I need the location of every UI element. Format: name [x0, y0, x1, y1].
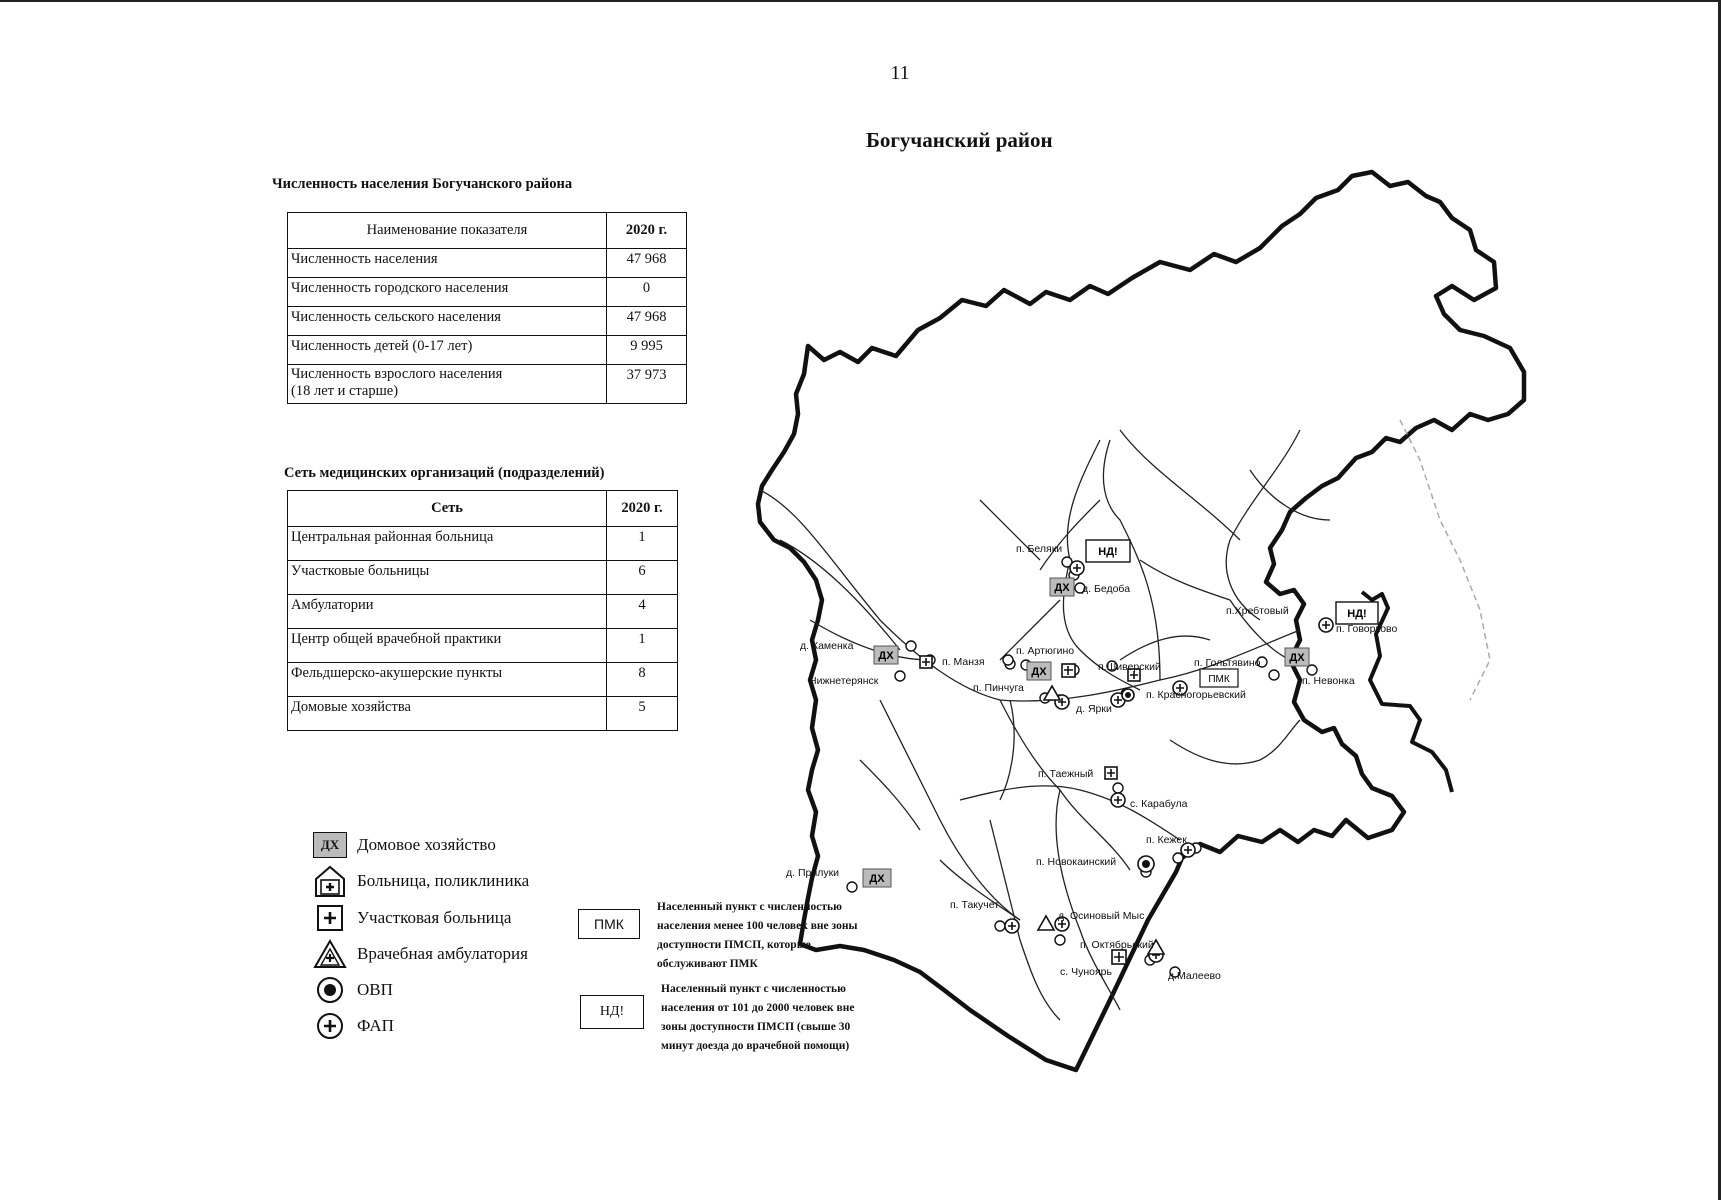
row-name: Фельдшерско-акушерские пункты: [288, 663, 607, 697]
pmk-marker: [1200, 669, 1238, 687]
settlement-label: п.Шиверский: [1098, 661, 1161, 673]
row-value: 5: [607, 697, 678, 731]
settlement-dot: [1113, 783, 1123, 793]
row-value: 4: [607, 595, 678, 629]
household-label: ДХ: [1031, 666, 1047, 678]
settlement-label: Нижнетерянск: [809, 675, 879, 687]
household-marker: [1285, 648, 1309, 666]
household-markers: [863, 578, 1309, 887]
ovp-target-icon: [1138, 856, 1154, 872]
settlement-label: п. Гольтявино: [1194, 657, 1261, 669]
row-value: 1: [607, 527, 678, 561]
settlement-label: п. Новокаинский: [1036, 856, 1117, 868]
settlement-label: д. Ярки: [1076, 703, 1112, 715]
row-value: 8: [607, 663, 678, 697]
household-marker: [863, 869, 891, 887]
row-name: Центр общей врачебной практики: [288, 629, 607, 663]
note-line: населения от 101 до 2000 человек вне: [661, 1002, 855, 1014]
header-year: 2020 г.: [607, 491, 678, 527]
fap-circle-plus-icon: [1111, 793, 1125, 807]
pmk-legend-symbol: ПМК: [578, 909, 640, 939]
row-value: 1: [607, 629, 678, 663]
settlement-dot: [1173, 853, 1183, 863]
nd-label: НД!: [1098, 546, 1118, 558]
row-name: Центральная районная больница: [288, 527, 607, 561]
settlement-label: д. Каменка: [800, 640, 854, 652]
settlement-label: с. Чуноярь: [1060, 966, 1112, 978]
external-border: [1400, 420, 1490, 700]
settlement-label: д. Прилуки: [786, 867, 840, 879]
nd-label: НД!: [1347, 608, 1367, 620]
note-line: доступности ПМСП, которые: [657, 939, 811, 951]
row-name: Численность населения: [288, 249, 607, 278]
settlement-labels: [786, 543, 1397, 982]
nd-legend-symbol: НД!: [580, 995, 644, 1029]
header-indicator: Наименование показателя: [288, 213, 607, 249]
settlement-dot: [895, 671, 905, 681]
legend-label: ОВП: [357, 980, 393, 999]
population-caption: Численность населения Богучанского района: [272, 176, 573, 192]
row-name: Численность детей (0-17 лет): [288, 336, 607, 365]
settlement-label: д. Бедоба: [1082, 583, 1131, 595]
house-household-box-icon: ДХ: [313, 830, 347, 860]
household-marker: [874, 646, 898, 664]
household-label: ДХ: [1289, 652, 1305, 664]
district-title: Богучанский район: [866, 128, 1053, 152]
settlement-dot: [1269, 670, 1279, 680]
settlement-dot: [1003, 655, 1013, 665]
household-label: ДХ: [869, 873, 885, 885]
row-name-line1: Численность взрослого населения: [291, 366, 503, 382]
row-value: 9 995: [607, 336, 687, 365]
row-value: 47 968: [607, 249, 687, 278]
row-value: 6: [607, 561, 678, 595]
settlement-dot: [847, 882, 857, 892]
settlement-label: п. Такучет: [950, 899, 1000, 911]
row-name-line2: (18 лет и старше): [291, 383, 399, 399]
row-name: Численность городского населения: [288, 278, 607, 307]
legend-label: Врачебная амбулатория: [357, 944, 528, 963]
settlement-dot: [906, 641, 916, 651]
settlement-label: д.Малеево: [1168, 970, 1221, 982]
legend-label: ФАП: [357, 1016, 394, 1035]
settlement-label: п. Говорково: [1336, 623, 1398, 635]
ovp-target-icon: [1122, 689, 1134, 701]
row-name: Амбулатории: [288, 595, 607, 629]
row-value: 47 968: [607, 307, 687, 336]
fap-circle-plus-icon: [1005, 919, 1019, 933]
settlement-label: п. Артюгино: [1016, 645, 1075, 657]
note-line: Населенный пункт с численностью: [661, 983, 846, 995]
settlement-dot: [995, 921, 1005, 931]
pmk-label: ПМК: [1208, 674, 1230, 685]
fap-circle-plus-icon: [1319, 618, 1333, 632]
note-line: минут доезда до врачебной помощи): [661, 1040, 850, 1052]
settlement-dot: [1055, 935, 1065, 945]
settlement-label: п. Пинчуга: [973, 682, 1024, 694]
settlement-label: п. Октябрьский: [1080, 939, 1154, 951]
network-caption: Сеть медицинских организаций (подразделений): [284, 465, 605, 481]
district-boundary: [758, 172, 1524, 1070]
page-number: 11: [890, 62, 910, 84]
district-hospital-cross-icon: [1062, 664, 1075, 677]
settlement-label: д. Осиновый Мыс: [1058, 910, 1145, 922]
legend-label: Больница, поликлиника: [357, 871, 530, 890]
district-hospital-cross-icon: [920, 656, 932, 668]
note-line: Населенный пункт с численностью: [657, 901, 842, 913]
fap-circle-plus-icon: [1070, 561, 1084, 575]
river-network: [760, 430, 1330, 1020]
settlement-label: п. Красногорьевский: [1146, 689, 1246, 701]
note-line: зоны доступности ПМСП (свыше 30: [661, 1021, 851, 1033]
row-name: Домовые хозяйства: [288, 697, 607, 731]
nd-marker: [1086, 540, 1130, 562]
household-label: ДХ: [1054, 582, 1070, 594]
settlement-label: п. Беляки: [1016, 543, 1063, 555]
household-marker: [1027, 662, 1051, 680]
legend-label: Участковая больница: [357, 908, 512, 927]
settlement-label: п. Кежек: [1146, 834, 1187, 846]
header-year: 2020 г.: [607, 213, 687, 249]
settlement-label: п. Невонка: [1302, 675, 1355, 687]
row-name: Численность сельского населения: [288, 307, 607, 336]
settlement-label: п.Хребтовый: [1226, 605, 1289, 617]
district-hospital-cross-icon: [1105, 767, 1117, 779]
row-value: 37 973: [607, 365, 687, 404]
note-line: обслуживают ПМК: [657, 958, 758, 970]
settlement-label: п. Манзя: [942, 656, 985, 668]
district-hospital-cross-icon: [1112, 950, 1126, 964]
ambulatory-triangle-icon: [1038, 916, 1054, 930]
row-name: Участковые больницы: [288, 561, 607, 595]
fap-markers: [1005, 561, 1333, 962]
note-line: населения менее 100 человек вне зоны: [657, 920, 858, 932]
row-value: 0: [607, 278, 687, 307]
legend-label: Домовое хозяйство: [357, 835, 496, 854]
settlement-label: п. Таежный: [1038, 768, 1094, 780]
header-network: Сеть: [288, 491, 607, 527]
settlement-label: с. Карабула: [1130, 798, 1188, 810]
nd-marker: [1336, 602, 1378, 624]
household-marker: [1050, 578, 1074, 596]
household-label: ДХ: [878, 650, 894, 662]
